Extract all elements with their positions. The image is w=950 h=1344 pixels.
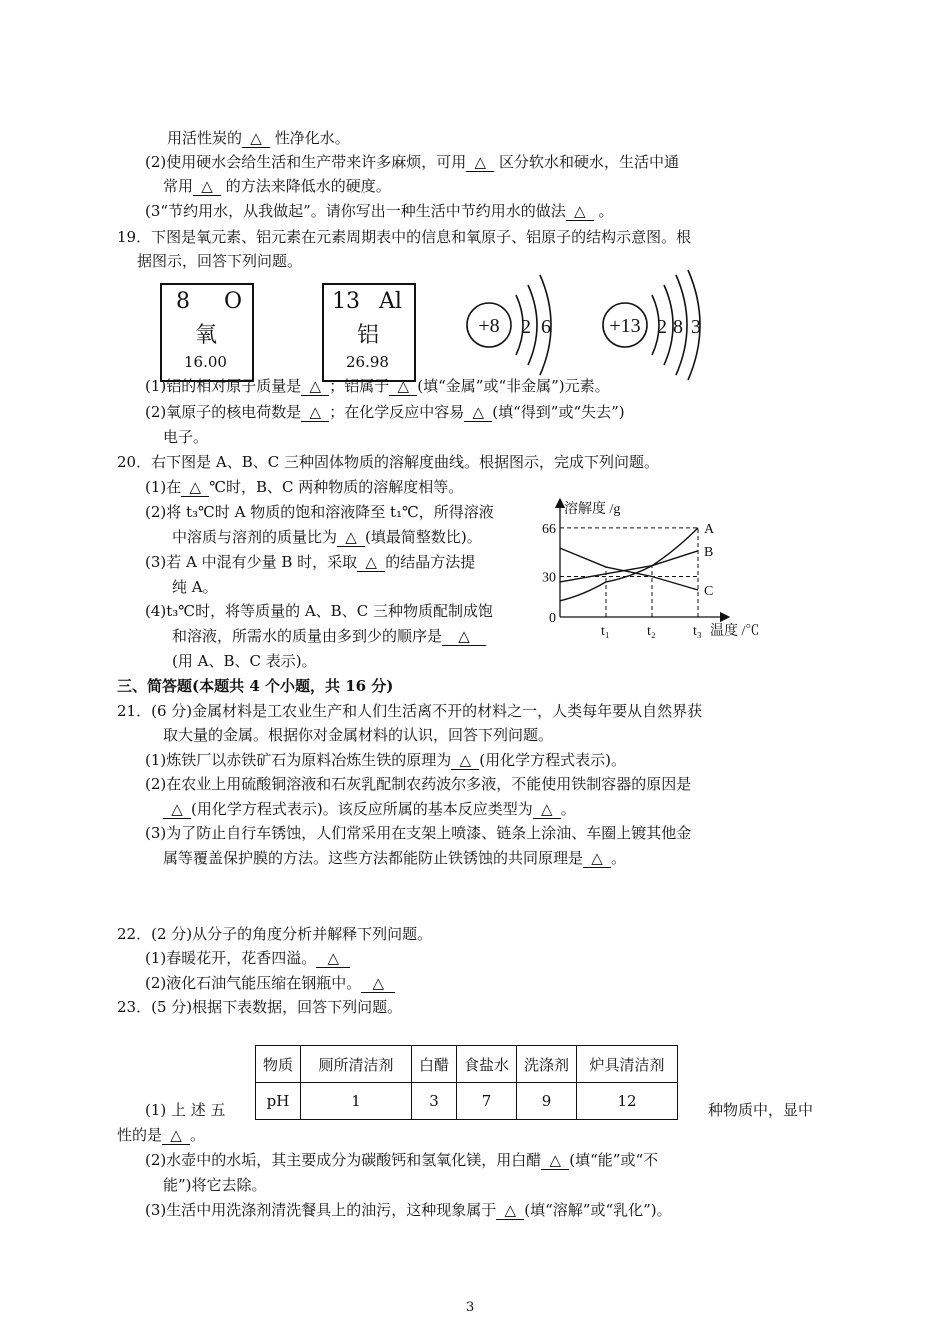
atomic-mass: 16.00	[184, 353, 227, 371]
q20-part-2: (2)将 t₃℃时 A 物质的饱和溶液降至 t₁℃，所得溶液	[145, 503, 494, 521]
element-cell-oxygen	[160, 283, 254, 382]
element-symbol: Al	[379, 289, 402, 314]
table-row	[256, 1083, 678, 1120]
table-cell: 7	[457, 1083, 517, 1120]
q20-part-3: (3)若 A 中混有少量 B 时，采取 △ 的结晶方法提	[145, 553, 476, 571]
aluminium-shell-count: 8	[673, 316, 683, 338]
table-cell: 1	[301, 1083, 412, 1120]
series-label: B	[704, 544, 714, 560]
q20-part-4-cont: 和溶液，所需水的质量由多到少的顺序是 △	[172, 626, 486, 646]
q23-part-1-cont: 性的是 △ 。	[117, 1126, 206, 1144]
section-title: 三、简答题(本题共 4 个小题，共 16 分)	[117, 677, 394, 695]
q20-part-3-cont: 纯 A。	[172, 578, 218, 596]
oxygen-shell-count: 6	[541, 316, 551, 338]
series-line-B	[560, 551, 698, 582]
page-number: 3	[466, 1300, 475, 1315]
q21-part-2-cont: △ (用化学方程式表示)。该反应所属的基本反应类型为 △ 。	[163, 799, 576, 819]
answer-blank[interactable]: △	[357, 553, 385, 572]
q23-part-2-cont: 能”)将它去除。	[163, 1176, 267, 1194]
solubility-curve-chart	[535, 495, 760, 645]
answer-blank[interactable]: △	[181, 478, 209, 497]
table-header-cell: 食盐水	[457, 1046, 517, 1083]
q19-part-2-cont: 电子。	[163, 428, 209, 446]
answer-blank[interactable]: △	[361, 974, 395, 993]
aluminium-shell-count: 3	[691, 316, 701, 338]
answer-blank[interactable]: △	[301, 377, 329, 396]
x-axis-label: 温度 /℃	[710, 624, 760, 639]
oxygen-nucleus: +8	[478, 315, 500, 337]
answer-blank[interactable]: △	[533, 800, 561, 819]
line-3: 常用 △ 的方法来降低水的硬度。	[163, 177, 391, 195]
answer-blank[interactable]: △	[316, 949, 350, 968]
q21-part-3: (3)为了防止自行车锈蚀，人们常采用在支架上喷漆、链条上涂油、车圈上镀其他金	[145, 824, 692, 842]
answer-blank[interactable]: △	[301, 403, 329, 422]
q21-part-1: (1)炼铁厂以赤铁矿石为原料冶炼生铁的原理为 △ (用化学方程式表示)。	[145, 751, 626, 769]
q20-part-4: (4)t₃℃时，将等质量的 A、B、C 三种物质配制成饱	[145, 602, 493, 620]
line-2: (2)使用硬水会给生活和生产带来许多麻烦，可用 △ 区分软水和硬水，生活中通	[145, 153, 680, 171]
q23-text: 23．(5 分)根据下表数据，回答下列问题。	[117, 998, 403, 1016]
answer-blank[interactable]: △	[451, 751, 479, 770]
table-cell: 3	[412, 1083, 457, 1120]
table-header-cell: 洗涤剂	[517, 1046, 577, 1083]
answer-blank[interactable]: △	[496, 1201, 524, 1220]
q22-part-2: (2)液化石油气能压缩在钢瓶中。 △	[145, 973, 395, 993]
q23-part-3: (3)生活中用洗涤剂清洗餐具上的油污，这种现象属于 △ (填“溶解”或“乳化”)。	[145, 1201, 672, 1219]
q20-text: 20．右下图是 A、B、C 三种固体物质的溶解度曲线。根据图示，完成下列问题。	[117, 453, 659, 471]
table-header-cell: 白醋	[412, 1046, 457, 1083]
atom-structure-diagrams	[460, 270, 720, 385]
atomic-number: 13	[332, 289, 360, 314]
oxygen-shell-count: 2	[521, 316, 531, 338]
q23-part-2: (2)水壶中的水垢，其主要成分为碳酸钙和氢氧化镁，用白醋 △ (填“能”或“不	[145, 1151, 659, 1169]
table-header-cell: 厕所清洁剂	[301, 1046, 412, 1083]
x-tick-label: t₁	[601, 624, 610, 639]
q20-part-2-cont: 中溶质与溶剂的质量比为 △ (填最简整数比)。	[172, 528, 482, 546]
aluminium-shell-count: 2	[657, 316, 667, 338]
aluminium-nucleus: +13	[609, 315, 641, 337]
q21-part-2: (2)在农业上用硫酸铜溶液和石灰乳配制农药波尔多液，不能使用铁制容器的原因是	[145, 775, 692, 793]
q19-text: 19．下图是氧元素、铝元素在元素周期表中的信息和氧原子、铝原子的结构示意图。根	[117, 228, 692, 246]
y-tick-label: 66	[542, 521, 556, 537]
q23-part-1-right: 种物质中，显中	[708, 1101, 814, 1119]
series-line-A	[560, 528, 698, 601]
q19-part-2: (2)氧原子的核电荷数是 △ ；在化学反应中容易 △ (填“得到”或“失去”)	[145, 403, 625, 421]
atomic-mass: 26.98	[346, 353, 389, 371]
element-name: 氧	[195, 323, 218, 348]
element-cell-aluminium	[322, 283, 416, 382]
y-axis-label: 溶解度 /g	[564, 502, 621, 517]
line-4: (3“节约用水，从我做起”。请你写出一种生活中节约用水的做法 △ 。	[145, 202, 614, 220]
q21-text: 21．(6 分)金属材料是工农业生产和人们生活离不开的材料之一，人类每年要从自然界获	[117, 702, 703, 720]
answer-blank[interactable]: △	[442, 627, 486, 646]
x-tick-label: t₂	[647, 624, 656, 639]
table-row	[256, 1046, 678, 1083]
q22-part-1: (1)春暖花开，花香四溢。 △	[145, 948, 350, 968]
ph-table	[255, 1045, 678, 1120]
y-tick-label: 30	[542, 570, 556, 586]
x-tick-label: t₃	[693, 624, 702, 639]
q20-part-4-note: (用 A、B、C 表示)。	[172, 652, 317, 670]
q23-part-1: (1) 上 述 五	[145, 1101, 226, 1119]
answer-blank[interactable]: △	[193, 177, 221, 196]
q22-text: 22．(2 分)从分子的角度分析并解释下列问题。	[117, 925, 433, 943]
y-tick-label: 0	[549, 611, 556, 626]
element-name: 铝	[357, 323, 380, 348]
series-label: C	[704, 584, 714, 599]
answer-blank[interactable]: △	[466, 153, 494, 172]
answer-blank[interactable]: △	[583, 849, 611, 868]
table-cell: pH	[256, 1083, 301, 1120]
answer-blank[interactable]: △	[162, 1126, 190, 1145]
atomic-number: 8	[176, 289, 190, 314]
q21-text-2: 取大量的金属。根据你对金属材料的认识，回答下列问题。	[163, 726, 554, 744]
table-header-cell: 炉具清洁剂	[577, 1046, 678, 1083]
element-symbol: O	[224, 289, 243, 314]
answer-blank[interactable]: △	[337, 528, 365, 547]
q20-part-1: (1)在 △ ℃时，B、C 两种物质的溶解度相等。	[145, 478, 464, 496]
answer-blank[interactable]: △	[464, 403, 492, 422]
series-label: A	[704, 521, 715, 537]
answer-blank[interactable]: △	[566, 202, 594, 221]
table-header-cell: 物质	[256, 1046, 301, 1083]
answer-blank[interactable]: △	[541, 1151, 569, 1170]
q19-part-1: (1)铝的相对原子质量是 △ ；铝属于 △ (填“金属”或“非金属”)元素。	[145, 377, 610, 395]
answer-blank[interactable]: △	[389, 377, 417, 396]
table-cell: 12	[577, 1083, 678, 1120]
q19-text-2: 据图示，回答下列问题。	[137, 252, 303, 270]
line-1: 用活性炭的 △ 性净化水。	[167, 129, 350, 147]
answer-blank[interactable]: △	[163, 800, 191, 819]
q21-part-3-cont: 属等覆盖保护膜的方法。这些方法都能防止铁锈蚀的共同原理是 △ 。	[163, 849, 627, 867]
answer-blank[interactable]: △	[242, 129, 270, 148]
table-cell: 9	[517, 1083, 577, 1120]
